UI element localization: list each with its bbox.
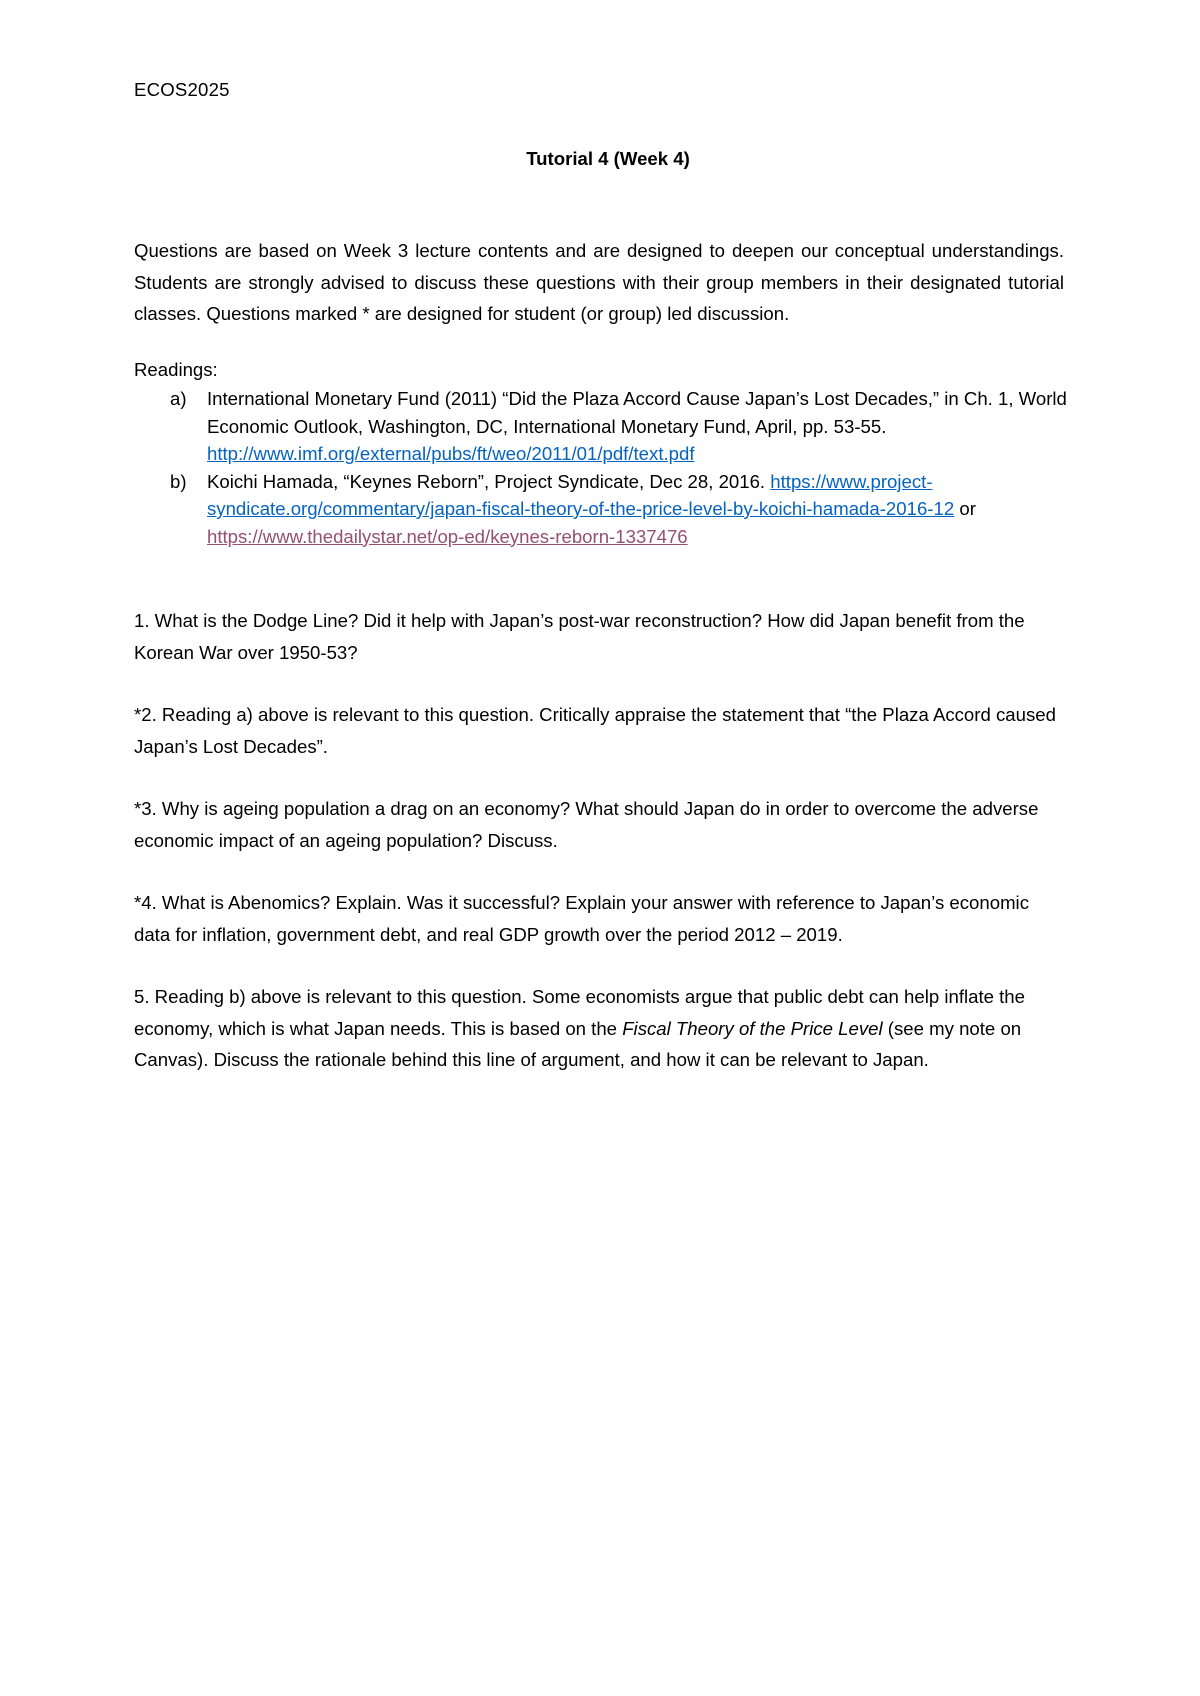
imf-report-link[interactable]: http://www.imf.org/external/pubs/ft/weo/2011/01/pdf/text.pdf xyxy=(207,443,695,464)
question-1: 1. What is the Dodge Line? Did it help with Japan’s post-war reconstruction? How did Japan benefit from the Korean War over 1950-53? xyxy=(134,610,1025,663)
reading-marker: b) xyxy=(170,470,187,492)
daily-star-link[interactable]: https://www.thedailystar.net/op-ed/keynes-reborn-1337476 xyxy=(207,525,688,547)
question-2: *2. Reading a) above is relevant to this question. Critically appraise the statement that “the Plaza Accord caused Japan’s Lost Decades”. xyxy=(134,704,1056,757)
page-title: Tutorial 4 (Week 4) xyxy=(526,148,690,169)
reading-item-b xyxy=(134,468,1074,551)
question-5 xyxy=(134,981,1064,1076)
project-syndicate-link[interactable]: https://www.project-syndicate.org/commentary/japan-fiscal-theory-of-the-price-level-by-koichi-hamada-2016-12 xyxy=(207,470,955,519)
reading-citation: International Monetary Fund (2011) “Did the Plaza Accord Cause Japan’s Lost Decades,” in Ch. 1, World Economic Outlook, Washington, DC, International Monetary Fund, April, pp. 53-55. xyxy=(207,388,1067,437)
intro-paragraph: Questions are based on Week 3 lecture contents and are designed to deepen our conceptual understandings. Students are strongly advised to discuss these questions with their group members in their designated tutorial classes. Questions marked * are designed for student (or group) led discussion. xyxy=(134,240,1064,324)
readings-heading: Readings: xyxy=(134,359,218,380)
question-4: *4. What is Abenomics? Explain. Was it successful? Explain your answer with reference to Japan’s economic data for inflation, government debt, and real GDP growth over the period 2012 – 2019. xyxy=(134,892,1029,945)
fiscal-theory-term: Fiscal Theory of the Price Level xyxy=(622,1017,883,1039)
course-code: ECOS2025 xyxy=(134,79,230,100)
readings-list xyxy=(134,385,1074,550)
question-5-text-after: (see my note on Canvas). Discuss the rationale behind this line of argument, and how it can be relevant to Japan. xyxy=(134,1017,1022,1070)
reading-item-a xyxy=(134,385,1074,468)
question-3: *3. Why is ageing population a drag on an economy? What should Japan do in order to overcome the adverse economic impact of an ageing population? Discuss. xyxy=(134,798,1039,851)
reading-marker: a) xyxy=(170,388,187,409)
reading-or-text: or xyxy=(959,498,976,519)
reading-citation: Koichi Hamada, “Keynes Reborn”, Project Syndicate, Dec 28, 2016. xyxy=(207,470,766,492)
question-5-text-before: 5. Reading b) above is relevant to this question. Some economists argue that public debt can help inflate the economy, which is what Japan needs. This is based on the xyxy=(134,986,1025,1039)
